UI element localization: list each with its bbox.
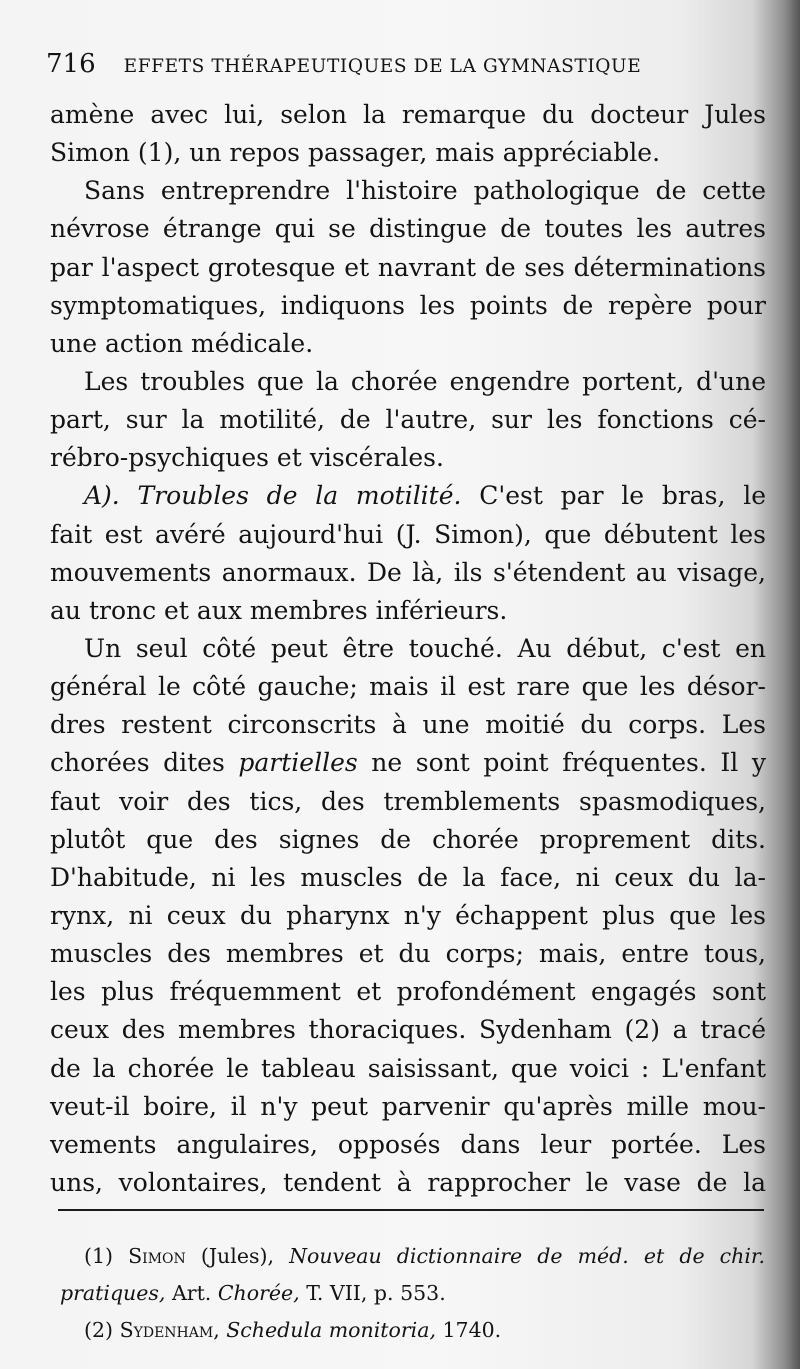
- text-line: Les troubles que la chorée engendre portent, d'une: [84, 366, 766, 396]
- footnote-1: [60, 1238, 765, 1275]
- text-line-with-italic: [50, 744, 766, 782]
- footnote-ref: Art.: [171, 1281, 212, 1305]
- footnote-divider: [58, 1209, 764, 1211]
- text-line: fait est avéré aujourd'hui (J. Simon), que débutent les: [50, 519, 766, 549]
- footnote-author: Sydenham,: [119, 1318, 220, 1342]
- body-text: [50, 96, 766, 1202]
- footnote-given-name: (Jules),: [200, 1244, 274, 1268]
- text-line: symptomatiques, indiquons les points de repère pour: [50, 290, 766, 320]
- text-line: uns, volontaires, tendent à rapprocher le vase de la: [50, 1167, 766, 1197]
- footnote-volume: T. VII, p. 553.: [306, 1281, 446, 1305]
- text-line: amène avec lui, selon la remarque du docteur Jules: [50, 100, 766, 129]
- section-text: C'est par le bras, le: [479, 481, 766, 511]
- text-line: les plus fréquemment et profondément engagés sont: [50, 977, 766, 1007]
- footnote-marker: (2): [84, 1318, 114, 1342]
- italic-term: partielles: [238, 748, 358, 778]
- text-line: dres restent circonscrits à une moitié du corps. Les: [50, 710, 766, 740]
- text-line: général le côté gauche; mais il est rare que les désor-: [50, 672, 766, 702]
- section-title: Troubles de la motilité.: [137, 481, 462, 511]
- page-header: [46, 44, 746, 84]
- footnote-article: Chorée,: [217, 1281, 300, 1305]
- text-line: Un seul côté peut être touché. Au début, c'est en: [84, 633, 766, 663]
- text-line: Sans entreprendre l'histoire pathologique de cette: [84, 176, 766, 206]
- text-line: D'habitude, ni les muscles de la face, ni ceux du la-: [50, 862, 766, 892]
- text-line: par l'aspect grotesque et navrant de ses déterminations: [50, 252, 766, 282]
- text-line: ceux des membres thoraciques. Sydenham (2) a tracé: [50, 1015, 766, 1045]
- text-line: plutôt que des signes de chorée proprement dits.: [50, 824, 766, 854]
- footnote-marker: (1): [84, 1244, 114, 1268]
- footnote-year: 1740.: [442, 1318, 502, 1342]
- footnotes: [60, 1238, 765, 1349]
- text-line: rynx, ni ceux du pharynx n'y échappent plus que les: [50, 900, 766, 930]
- text-line: névrose étrange qui se distingue de toutes les autres: [50, 214, 766, 244]
- text-line: part, sur la motilité, de l'autre, sur les fonctions cé-: [50, 405, 766, 435]
- text-line: muscles des membres et du corps; mais, entre tous,: [50, 939, 766, 969]
- footnote-1-continued: [60, 1275, 765, 1312]
- text-line: faut voir des tics, des tremblements spasmodiques,: [50, 786, 766, 816]
- text-line: au tronc et aux membres inférieurs.: [50, 595, 508, 625]
- section-heading-line: [50, 477, 766, 515]
- section-label: A).: [84, 481, 120, 511]
- text-line: de la chorée le tableau saisissant, que voici : L'enfant: [50, 1053, 766, 1083]
- text-line: mouvements anormaux. De là, ils s'étendent au visage,: [50, 557, 766, 587]
- footnote-2: [60, 1312, 765, 1349]
- footnote-title: Schedula monitoria,: [226, 1318, 436, 1342]
- page-number: 716: [46, 49, 96, 79]
- text-line: rébro-psychiques et viscérales.: [50, 443, 444, 473]
- text-line: veut-il boire, il n'y peut parvenir qu'après mille mou-: [50, 1091, 766, 1121]
- footnote-author: Simon: [128, 1244, 186, 1268]
- text-fragment: ne sont point fréquentes. Il y: [371, 748, 766, 778]
- text-line: Simon (1), un repos passager, mais appréciable.: [50, 138, 661, 168]
- footnote-title: Nouveau dictionnaire de méd. et de chir.: [289, 1244, 765, 1268]
- text-fragment: chorées dites: [50, 748, 225, 778]
- text-line: une action médicale.: [50, 328, 314, 358]
- text-line: vements angulaires, opposés dans leur portée. Les: [50, 1129, 766, 1159]
- running-head: EFFETS THÉRAPEUTIQUES DE LA GYMNASTIQUE: [123, 56, 642, 77]
- footnote-title-continued: pratiques,: [60, 1281, 166, 1305]
